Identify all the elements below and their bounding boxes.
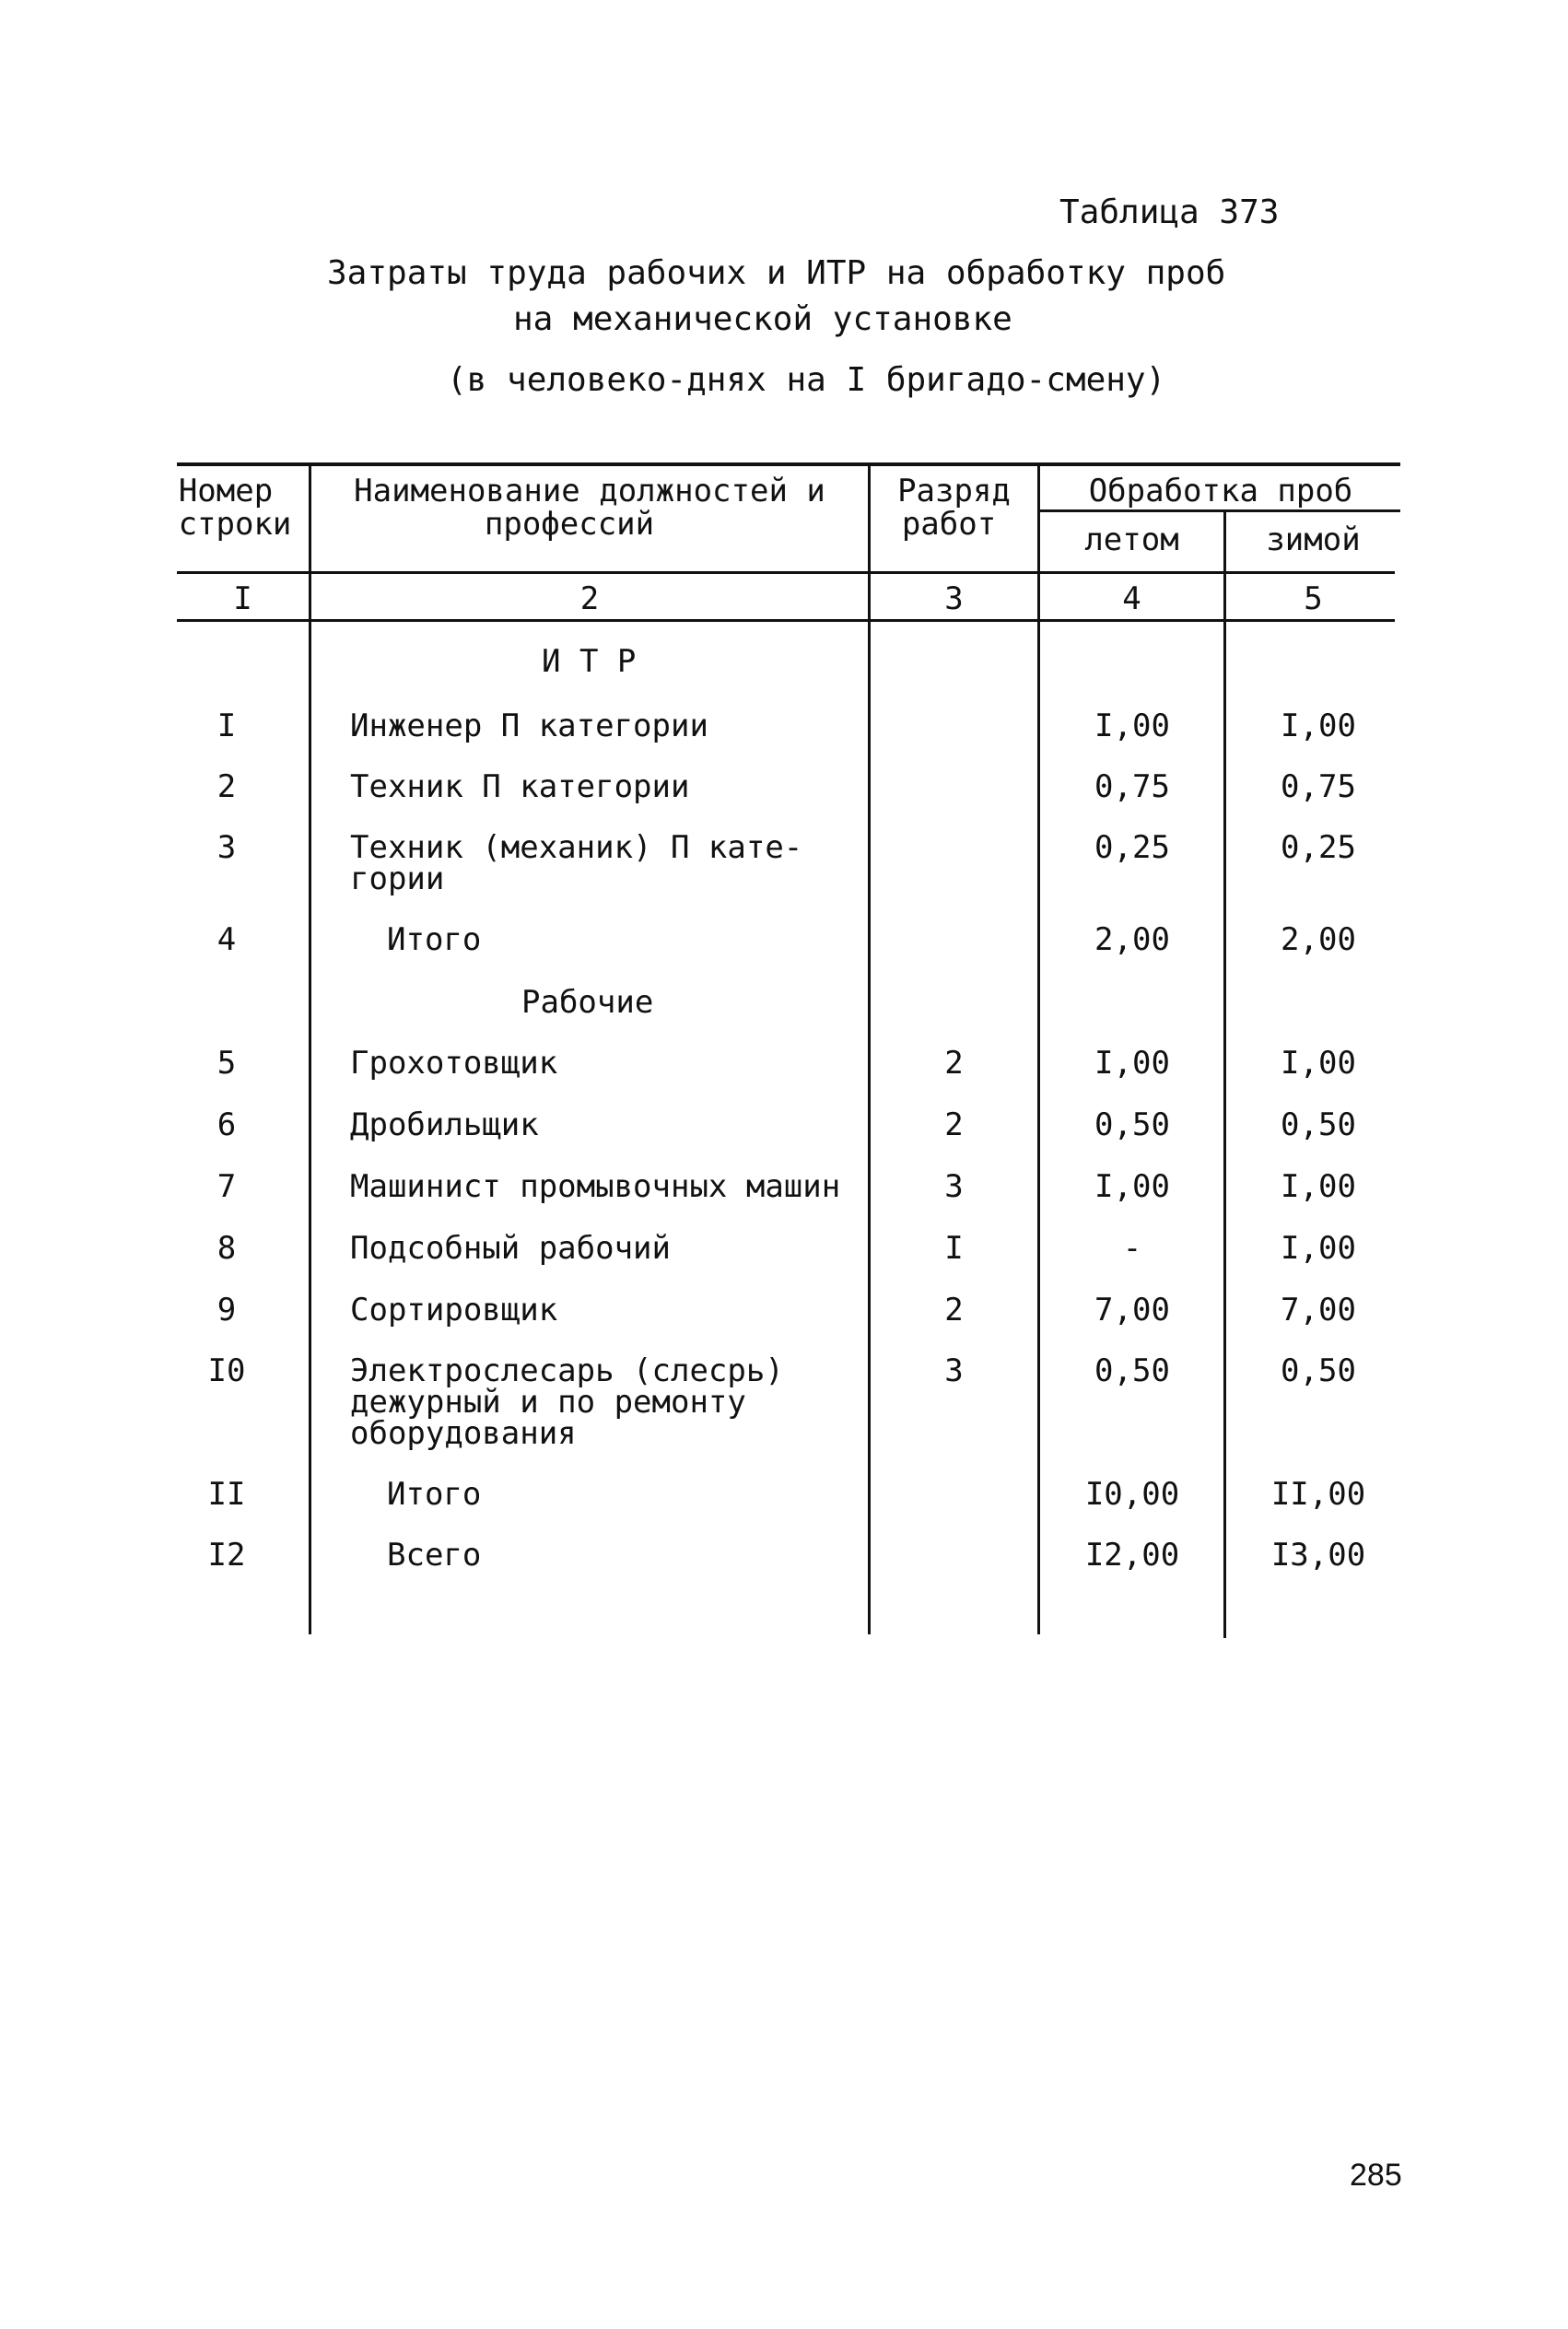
row-winter: I,00 [1281,1045,1356,1082]
row-grade: 2 [944,1106,964,1143]
colnum-5: 5 [1304,580,1323,617]
colnum-3: 3 [944,580,964,617]
row-summer: I,00 [1094,1168,1170,1205]
row-name-line: Дробильщик [350,1106,539,1143]
row-grade: 2 [944,1045,964,1082]
header-bottom-line [177,571,1395,574]
row-name-line: Инженер П категории [350,708,708,744]
row-name-line: оборудования [350,1415,577,1452]
row-number: 9 [216,1292,237,1328]
header-number-1: Номер [178,473,274,509]
row-grade: 3 [944,1168,964,1205]
row-summer: - [1122,1230,1142,1267]
row-grade: 3 [944,1352,964,1389]
row-name-line: Машинист промывочных машин [350,1168,841,1205]
row-number: I [216,708,237,744]
header-name-2: профессий [484,506,655,543]
row-number: 5 [216,1045,237,1082]
row-number: 7 [216,1168,237,1205]
row-winter: 0,75 [1281,768,1356,805]
row-name-line: Подсобный рабочий [350,1230,671,1267]
row-name-line: Всего [387,1537,482,1574]
row-winter: I3,00 [1270,1537,1366,1574]
header-name-1: Наименование должностей и [354,473,825,509]
row-winter: 0,50 [1281,1106,1356,1143]
row-name-line: Итого [387,921,482,958]
row-winter: I,00 [1281,1168,1356,1205]
header-number-2: строки [178,506,292,543]
row-winter: I,00 [1281,708,1356,744]
row-name-line: Сортировщик [350,1292,558,1328]
header-winter: зимой [1266,521,1361,558]
header-processing-group: Обработка проб [1088,473,1353,509]
colnum-2: 2 [579,580,600,617]
row-winter: I,00 [1281,1230,1356,1267]
row-number: I0 [207,1352,246,1389]
row-name-line: Техник П категории [350,768,690,805]
row-name-line: гории [350,860,445,897]
row-name-line: Итого [387,1476,482,1513]
row-name-line: Электрослесарь (слесрь) [350,1352,784,1389]
row-number: 4 [216,921,237,958]
row-summer: I2,00 [1084,1537,1180,1574]
table-top-border [177,462,1400,466]
colnum-4: 4 [1122,580,1141,617]
row-number: 8 [216,1230,237,1267]
page-number: 285 [1350,2158,1402,2193]
row-grade: I [944,1230,964,1267]
header-grade-2: работ [901,506,997,543]
colnum-bottom-line [177,619,1395,622]
row-number: I2 [207,1537,246,1574]
title-line-1: Затраты труда рабочих и ИТР на обработку проб [327,254,1226,292]
section-workers: Рабочие [521,984,654,1021]
row-summer: I,00 [1094,708,1170,744]
colnum-1: I [233,580,252,617]
row-name-line: дежурный и по ремонту [350,1384,746,1421]
row-summer: 0,50 [1094,1106,1170,1143]
row-summer: 2,00 [1094,921,1170,958]
row-name-line: Грохотовщик [350,1045,558,1082]
row-winter: 0,25 [1281,829,1356,866]
row-number: II [207,1476,246,1513]
row-grade: 2 [944,1292,964,1328]
row-number: 2 [216,768,237,805]
header-grade-1: Разряд [897,473,1011,509]
table-subtitle: (в человеко-днях на I бригадо-смену) [447,361,1166,399]
table-number: Таблица 373 [1059,193,1280,231]
row-summer: 0,25 [1094,829,1170,866]
group-header-line [1039,509,1400,512]
title-line-2: на механической установке [513,300,1012,338]
row-summer: 7,00 [1094,1292,1170,1328]
row-summer: 0,75 [1094,768,1170,805]
row-summer: I0,00 [1084,1476,1180,1513]
row-name-line: Техник (механик) П кате- [350,829,803,866]
column-divider-1 [309,464,311,1634]
header-summer: летом [1084,521,1179,558]
section-itr: И Т Р [542,643,637,680]
row-winter: 2,00 [1281,921,1356,958]
row-number: 3 [216,829,237,866]
row-number: 6 [216,1106,237,1143]
row-summer: 0,50 [1094,1352,1170,1389]
row-winter: 7,00 [1281,1292,1356,1328]
row-winter: 0,50 [1281,1352,1356,1389]
row-summer: I,00 [1094,1045,1170,1082]
row-winter: II,00 [1270,1476,1366,1513]
